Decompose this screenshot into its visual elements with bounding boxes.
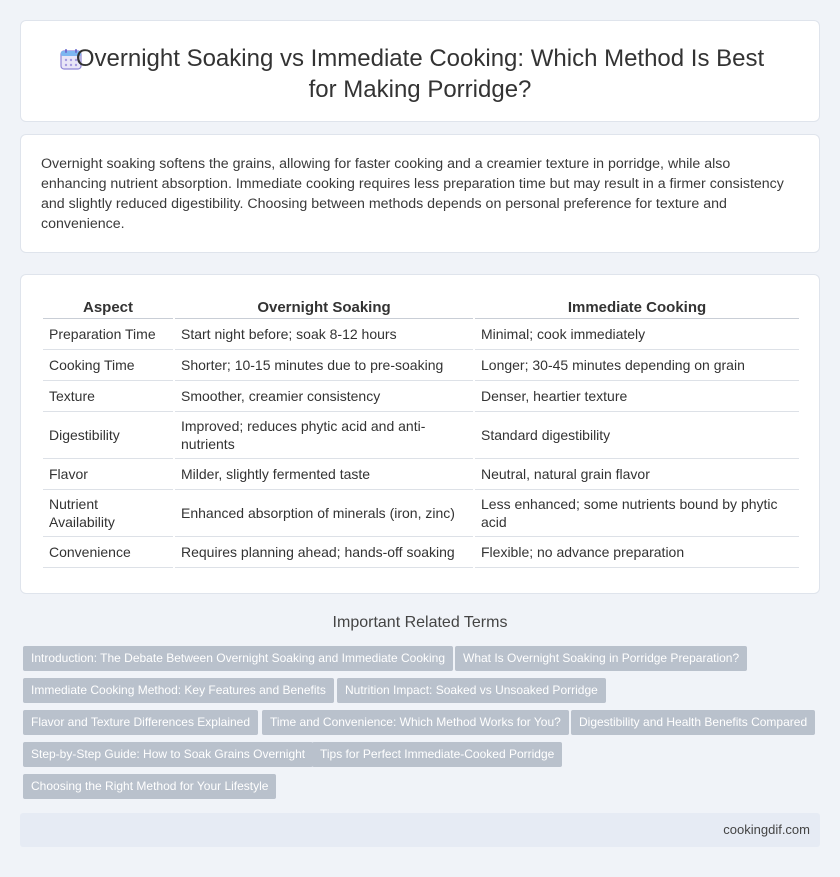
table-cell: Nutrient Availability [43,490,173,537]
related-term-link[interactable]: Digestibility and Health Benefits Compared [571,710,815,735]
related-term-link[interactable]: Flavor and Texture Differences Explained [23,710,258,735]
table-cell: Smoother, creamier consistency [175,381,473,412]
column-header-aspect: Aspect [43,295,173,319]
table-row [43,350,799,381]
table-cell: Denser, heartier texture [475,381,799,412]
related-term-link[interactable]: Tips for Perfect Immediate-Cooked Porridge [312,742,562,767]
table-cell: Less enhanced; some nutrients bound by phytic acid [475,490,799,537]
comparison-card [20,274,820,594]
table-cell: Flavor [43,459,173,490]
related-terms-list [23,646,823,806]
column-header-overnight: Overnight Soaking [175,295,473,319]
table-cell: Preparation Time [43,319,173,350]
footer [20,813,820,847]
related-term-link[interactable]: Immediate Cooking Method: Key Features and Benefits [23,678,334,703]
related-term-link[interactable]: Choosing the Right Method for Your Lifestyle [23,774,276,799]
column-header-immediate: Immediate Cooking [475,295,799,319]
related-terms-heading: Important Related Terms [332,614,508,631]
related-term-link[interactable]: Nutrition Impact: Soaked vs Unsoaked Porridge [337,678,606,703]
table-row [43,490,799,537]
intro-paragraph: Overnight soaking softens the grains, allowing for faster cooking and a creamier texture in porridge, while also enhancing nutrient absorption. Immediate cooking requires less preparation time but may result in a firmer consistency and slightly reduced digestibility. Choosing between methods depends on personal preference for texture and convenience. [41,156,784,232]
table-cell: Texture [43,381,173,412]
table-row [43,537,799,568]
table-cell: Enhanced absorption of minerals (iron, zinc) [175,490,473,537]
related-term-link[interactable]: What Is Overnight Soaking in Porridge Preparation? [455,646,747,671]
comparison-table [41,295,801,568]
related-term-link[interactable]: Time and Convenience: Which Method Works for You? [262,710,569,735]
related-term-link[interactable]: Step-by-Step Guide: How to Soak Grains Overnight [23,742,313,767]
table-header-row [43,295,799,319]
table-cell: Standard digestibility [475,412,799,459]
table-cell: Longer; 30-45 minutes depending on grain [475,350,799,381]
table-cell: Shorter; 10-15 minutes due to pre-soaking [175,350,473,381]
table-cell: Digestibility [43,412,173,459]
table-row [43,381,799,412]
page-title: Overnight Soaking vs Immediate Cooking: Which Method Is Best for Making Porridge? [75,45,765,103]
footer-site-link[interactable]: cookingdif.com [723,822,810,837]
table-row [43,459,799,490]
table-cell: Start night before; soak 8-12 hours [175,319,473,350]
table-cell: Neutral, natural grain flavor [475,459,799,490]
table-row [43,319,799,350]
table-row [43,412,799,459]
table-cell: Minimal; cook immediately [475,319,799,350]
table-cell: Convenience [43,537,173,568]
table-cell: Improved; reduces phytic acid and anti-nutrients [175,412,473,459]
related-term-link[interactable]: Introduction: The Debate Between Overnight Soaking and Immediate Cooking [23,646,453,671]
header-card [20,20,820,122]
table-cell: Milder, slightly fermented taste [175,459,473,490]
table-cell: Requires planning ahead; hands-off soaking [175,537,473,568]
table-cell: Flexible; no advance preparation [475,537,799,568]
table-cell: Cooking Time [43,350,173,381]
intro-card [20,134,820,253]
